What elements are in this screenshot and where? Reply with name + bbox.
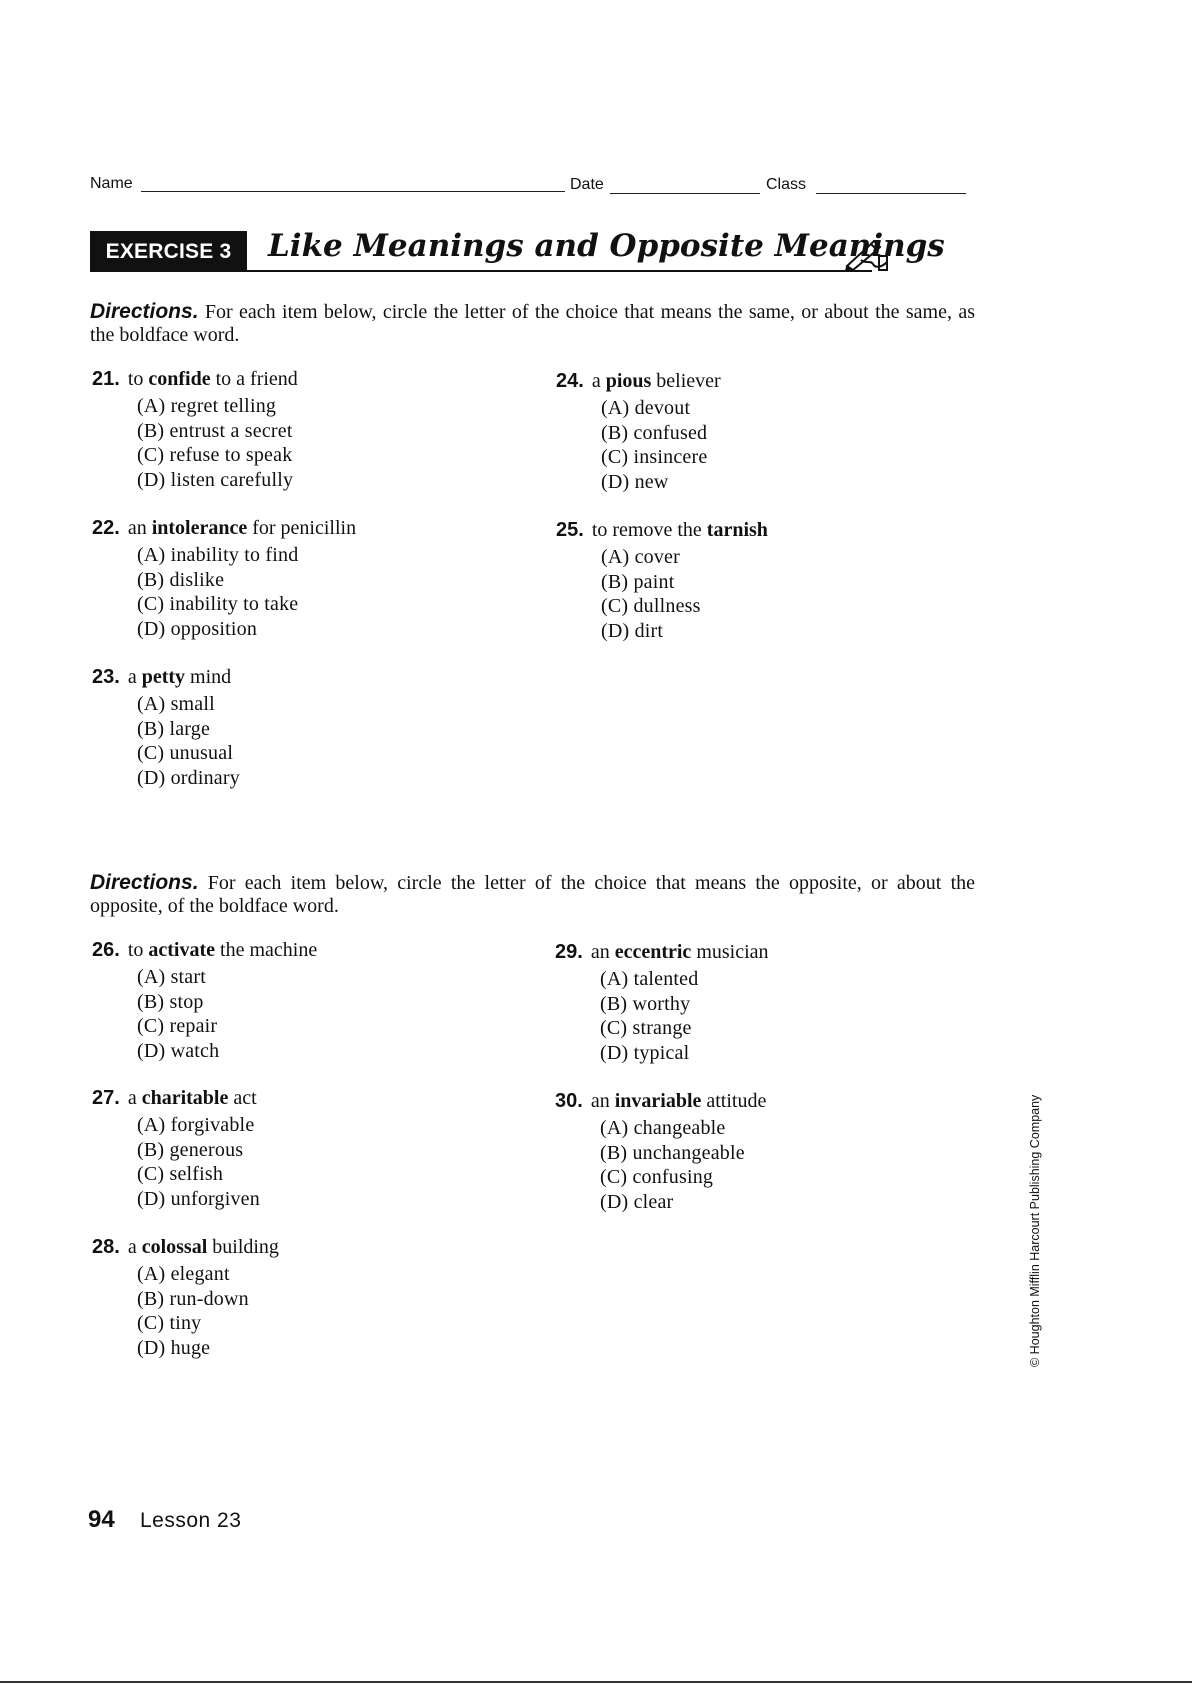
choice-c[interactable]: (C) inability to take: [137, 593, 299, 615]
choice-a[interactable]: (A) inability to find: [137, 544, 299, 566]
class-label: Class: [766, 176, 807, 193]
question-text: an: [127, 517, 152, 539]
question-text: for penicillin: [247, 517, 357, 539]
choice-c[interactable]: (C) unusual: [137, 742, 234, 764]
question-number: 25.: [556, 519, 584, 541]
question-number: 22.: [92, 517, 120, 539]
question-text: believer: [651, 370, 721, 392]
question-text: building: [207, 1236, 279, 1258]
question-text: attitude: [701, 1090, 767, 1112]
boldface-word: charitable: [141, 1087, 229, 1109]
choice-b[interactable]: (B) generous: [137, 1138, 244, 1161]
question-25: [556, 518, 768, 643]
question-22: [92, 516, 356, 641]
boldface-word: confide: [148, 368, 211, 390]
choice-a[interactable]: (A) start: [137, 966, 206, 988]
question-number: 21.: [92, 368, 120, 390]
boldface-word: invariable: [614, 1090, 702, 1112]
choice-d[interactable]: (D) opposition: [137, 617, 258, 640]
question-30: [555, 1089, 766, 1214]
question-number: 29.: [555, 941, 583, 963]
question-text: mind: [185, 666, 232, 688]
choice-d[interactable]: (D) typical: [600, 1041, 690, 1064]
choice-c[interactable]: (C) selfish: [137, 1163, 224, 1185]
date-label: Date: [570, 176, 604, 193]
choice-a[interactable]: (A) elegant: [137, 1263, 230, 1285]
question-29: [555, 940, 769, 1065]
choice-b[interactable]: (B) run-down: [137, 1287, 249, 1310]
boldface-word: activate: [148, 939, 216, 961]
boldface-word: intolerance: [151, 517, 248, 539]
choice-c[interactable]: (C) dullness: [601, 595, 701, 617]
choice-d[interactable]: (D) new: [601, 470, 669, 493]
question-number: 26.: [92, 939, 120, 961]
question-24: [556, 369, 721, 494]
class-field[interactable]: [816, 193, 966, 194]
choice-b[interactable]: (B) worthy: [600, 992, 691, 1015]
choice-d[interactable]: (D) listen carefully: [137, 468, 294, 491]
choice-c[interactable]: (C) strange: [600, 1017, 692, 1039]
directions-label: Directions.: [90, 871, 199, 894]
choice-a[interactable]: (A) small: [137, 693, 215, 715]
choice-a[interactable]: (A) talented: [600, 968, 699, 990]
choice-d[interactable]: (D) dirt: [601, 619, 664, 642]
question-text: to remove the: [591, 519, 707, 541]
directions-label: Directions.: [90, 300, 199, 323]
question-number: 28.: [92, 1236, 120, 1258]
question-number: 23.: [92, 666, 120, 688]
date-field[interactable]: [610, 193, 760, 194]
choice-b[interactable]: (B) dislike: [137, 568, 225, 591]
boldface-word: petty: [141, 666, 186, 688]
question-28: [92, 1235, 279, 1360]
question-text: the machine: [215, 939, 318, 961]
question-text: act: [228, 1087, 257, 1109]
question-text: to: [127, 939, 149, 961]
question-text: a: [127, 666, 142, 688]
choice-a[interactable]: (A) cover: [601, 546, 680, 568]
choice-a[interactable]: (A) changeable: [600, 1117, 726, 1139]
boldface-word: colossal: [141, 1236, 208, 1258]
question-text: to: [127, 368, 149, 390]
choice-c[interactable]: (C) tiny: [137, 1312, 202, 1334]
boldface-word: pious: [605, 370, 652, 392]
question-text: musician: [691, 941, 769, 963]
page-number: 94: [88, 1506, 115, 1533]
choice-a[interactable]: (A) devout: [601, 397, 691, 419]
choice-a[interactable]: (A) regret telling: [137, 395, 277, 417]
choice-d[interactable]: (D) huge: [137, 1336, 211, 1359]
directions-same: [90, 300, 975, 347]
question-number: 27.: [92, 1087, 120, 1109]
question-number: 30.: [555, 1090, 583, 1112]
choice-b[interactable]: (B) entrust a secret: [137, 419, 293, 442]
choice-c[interactable]: (C) insincere: [601, 446, 708, 468]
question-23: [92, 665, 240, 790]
question-text: to a friend: [210, 368, 298, 390]
question-number: 24.: [556, 370, 584, 392]
directions-opposite: [90, 871, 975, 918]
directions-text: For each item below, circle the letter of the choice that means the same, or about the same, as the boldface word.: [90, 301, 975, 346]
exercise-badge: EXERCISE 3: [90, 231, 247, 272]
question-21: [92, 367, 298, 492]
choice-d[interactable]: (D) watch: [137, 1039, 220, 1062]
question-26: [92, 938, 317, 1063]
choice-a[interactable]: (A) forgivable: [137, 1114, 255, 1136]
boldface-word: eccentric: [614, 941, 692, 963]
choice-c[interactable]: (C) repair: [137, 1015, 218, 1037]
choice-b[interactable]: (B) paint: [601, 570, 675, 593]
question-text: an: [590, 1090, 615, 1112]
name-label: Name: [90, 175, 133, 192]
choice-c[interactable]: (C) refuse to speak: [137, 444, 293, 466]
choice-d[interactable]: (D) unforgiven: [137, 1187, 260, 1210]
page-edge-rule: [0, 1681, 1192, 1683]
question-text: a: [127, 1087, 142, 1109]
title-underline: [247, 270, 872, 272]
question-text: a: [591, 370, 606, 392]
exercise-title: Like Meanings and Opposite Meanings: [268, 228, 945, 264]
lesson-label: Lesson 23: [140, 1509, 242, 1532]
choice-b[interactable]: (B) stop: [137, 990, 204, 1013]
directions-text: For each item below, circle the letter of the choice that means the opposite, or about the opposite, of the boldface word.: [90, 872, 976, 917]
question-27: [92, 1086, 260, 1211]
choice-d[interactable]: (D) clear: [600, 1190, 674, 1213]
boldface-word: tarnish: [706, 519, 768, 541]
choice-b[interactable]: (B) large: [137, 717, 211, 740]
choice-b[interactable]: (B) confused: [601, 421, 708, 444]
choice-d[interactable]: (D) ordinary: [137, 766, 240, 789]
pencil-writing-icon: [843, 238, 889, 272]
choice-c[interactable]: (C) confusing: [600, 1166, 714, 1188]
question-text: an: [590, 941, 615, 963]
name-field[interactable]: [141, 191, 565, 192]
question-text: a: [127, 1236, 142, 1258]
copyright-notice: © Houghton Mifflin Harcourt Publishing Company: [1028, 1094, 1042, 1367]
choice-b[interactable]: (B) unchangeable: [600, 1141, 745, 1164]
